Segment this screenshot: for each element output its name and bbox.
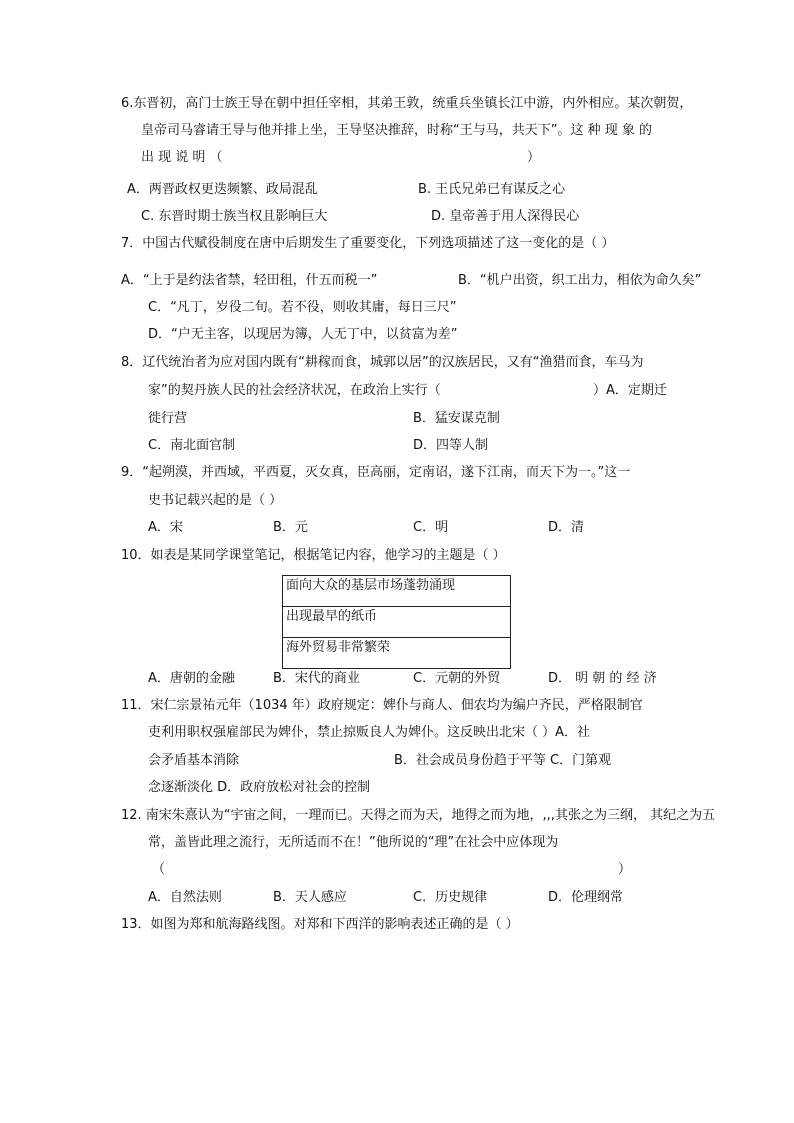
- q6-option-c: C. 东晋时期士族当权且影响巨大: [141, 209, 328, 224]
- q12-bracket-close: ）: [618, 862, 632, 877]
- q11-option-a-cont: 会矛盾基本消除: [148, 753, 240, 768]
- q10-notes-row-2: 出现最早的纸币: [283, 607, 511, 638]
- q9-option-d: D．清: [548, 520, 585, 535]
- q8-stem-line2: 家”的契丹族人民的社会经济状况，在政治上实行（: [148, 383, 441, 398]
- q9-option-a: A．宋: [148, 520, 183, 535]
- q8-option-b: B．猛安谋克制: [413, 411, 500, 426]
- q9-option-c: C．明: [413, 520, 449, 535]
- q8-option-c: C．南北面官制: [148, 438, 236, 453]
- q12-stem-line2: 常，盖皆此理之流行，无所适而不在！”他所说的“理”在社会中应体现为: [148, 835, 559, 850]
- q8-option-d: D．四等人制: [413, 438, 489, 453]
- q10-option-b: B．宋代的商业: [273, 671, 360, 686]
- q6-stem-line3: 出 现 说 明 （: [141, 150, 223, 165]
- q11-stem-line2: 吏利用职权强雇部民为婢仆，禁止掠贩良人为婢仆。这反映出北宋（ ）A．社: [148, 725, 591, 740]
- q7-option-c: C．“凡丁，岁役二旬。若不役，则收其庸，每日三尺”: [148, 300, 457, 315]
- q7-stem: 7．中国古代赋役制度在唐中后期发生了重要变化，下列选项描述了这一变化的是（ ）: [121, 236, 615, 251]
- q12-bracket-open: （: [152, 862, 166, 877]
- q10-option-c: C．元朝的外贸: [413, 671, 501, 686]
- q8-option-a-cont: 徙行营: [148, 411, 188, 426]
- q6-option-b: B. 王氏兄弟已有谋反之心: [418, 182, 566, 197]
- q11-stem-line1: 11．宋仁宗景祐元年（1034 年）政府规定：婢仆与商人、佃农均为编户齐民，严格限制官: [121, 698, 643, 713]
- q6-option-a: A．两晋政权更迭频繁、政局混乱: [127, 182, 318, 197]
- q7-option-a: A．“上于是约法省禁，轻田租，什五而税一”: [121, 273, 378, 288]
- q12-option-c: C．历史规律: [413, 890, 488, 905]
- q12-option-d: D．伦理纲常: [548, 890, 624, 905]
- q12-option-a: A．自然法则: [148, 890, 222, 905]
- q6-stem-line1: 6.东晋初，高门士族王导在朝中担任宰相，其弟王敦，统重兵坐镇长江中游，内外相应。某次朝贺，: [121, 96, 693, 111]
- q8-stem-line2-close: ）A．定期迁: [593, 383, 667, 398]
- q10-stem: 10．如表是某同学课堂笔记，根据笔记内容，他学习的主题是（ ）: [121, 548, 506, 563]
- q10-option-a: A．唐朝的金融: [148, 671, 235, 686]
- q8-stem-line1: 8．辽代统治者为应对国内既有“耕稼而食，城郭以居”的汉族居民，又有“渔猎而食，车马为: [121, 355, 644, 370]
- q9-stem-line1: 9．“起朔漠，并西域，平西夏，灭女真，臣高丽，定南诏，遂下江南，而天下为一。”这一: [121, 465, 631, 480]
- q9-stem-line2: 史书记载兴起的是（ ）: [148, 493, 283, 508]
- q10-notes-table: [282, 575, 511, 669]
- q10-option-d: D． 明 朝 的 经 济: [548, 671, 657, 686]
- q10-notes-row-1: 面向大众的基层市场蓬勃涌现: [283, 576, 511, 607]
- q6-stem-line2: 皇帝司马睿请王导与他并排上坐，王导坚决推辞，时称“王与马，共天下”。这 种 现 象 的: [141, 123, 652, 138]
- q12-stem-line1: 12. 南宋朱熹认为“宇宙之间，一理而已。天得之而为天，地得之而为地，,,,其张之为三纲， 其纪之为五: [121, 808, 716, 823]
- q10-notes-row-3: 海外贸易非常繁荣: [283, 638, 511, 669]
- q11-option-b-c: B．社会成员身份趋于平等 C．门第观: [394, 753, 612, 768]
- q6-option-d: D. 皇帝善于用人深得民心: [431, 209, 580, 224]
- q6-bracket-close: ）: [527, 150, 541, 165]
- q12-option-b: B．天人感应: [273, 890, 347, 905]
- q11-option-c-d: 念逐渐淡化 D．政府放松对社会的控制: [148, 780, 371, 795]
- q13-stem: 13．如图为郑和航海路线图。对郑和下西洋的影响表述正确的是（ ）: [121, 917, 519, 932]
- q7-option-d: D．“户无主客，以现居为簿，人无丁中，以贫富为差”: [148, 327, 458, 342]
- q9-option-b: B．元: [273, 520, 308, 535]
- q7-option-b: B．“机户出资，织工出力，相依为命久矣”: [458, 273, 702, 288]
